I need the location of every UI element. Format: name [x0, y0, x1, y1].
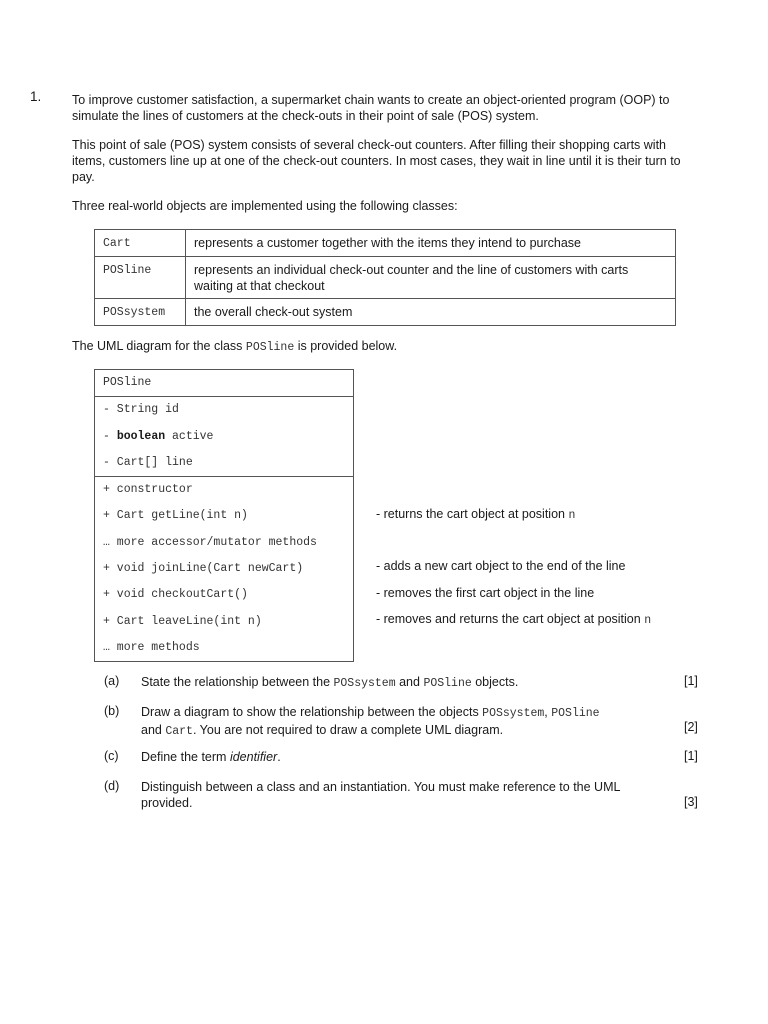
annotation-get-line — [376, 507, 575, 522]
code-run: POSline — [423, 677, 472, 690]
class-name-cell: POSline — [95, 257, 186, 299]
code-run: POSline — [551, 707, 600, 720]
uml-class-name: POSline — [103, 376, 152, 389]
uml-attr-name: active — [165, 429, 214, 443]
text-run: . — [277, 750, 281, 764]
annotation-text: - removes and returns the cart object at position — [376, 612, 645, 626]
part-text — [141, 749, 621, 765]
uml-intro-text: The UML diagram for the class — [72, 339, 246, 353]
part-label: (c) — [104, 749, 119, 763]
code-run: POSsystem — [333, 677, 396, 690]
uml-attribute-active — [95, 424, 353, 450]
text-run: Define the term — [141, 750, 230, 764]
uml-method: + Cart leaveLine(int n) — [103, 614, 262, 628]
annotation-code: n — [568, 509, 576, 522]
uml-attribute-line: - Cart[] line — [103, 455, 193, 469]
annotation-leave-line — [376, 612, 651, 627]
uml-method: + constructor — [103, 483, 193, 497]
part-text — [141, 674, 621, 692]
question-number: 1. — [30, 89, 42, 104]
part-label: (d) — [104, 779, 120, 793]
italic-term: identifier — [229, 750, 278, 764]
text-run: Draw a diagram to show the relationship between the objects — [141, 705, 483, 719]
uml-attr-type: boolean — [116, 429, 166, 443]
class-description-cell: represents a customer together with the items they intend to purchase — [186, 230, 676, 257]
uml-class-name-section — [95, 370, 353, 397]
class-description-cell: the overall check-out system — [186, 299, 676, 326]
table-row — [95, 230, 676, 257]
uml-method: … more accessor/mutator methods — [103, 535, 317, 549]
intro-paragraph: To improve customer satisfaction, a supermarket chain wants to create an object-oriented program (OOP) to simulate the lines of customers at the check-outs in their point of sale (POS) system. — [72, 93, 670, 123]
part-label: (b) — [104, 704, 120, 718]
part-marks: [1] — [684, 749, 698, 763]
text-run: . You are not required to draw a complete UML diagram. — [192, 723, 504, 737]
text-run: and — [141, 723, 166, 737]
code-run: POSsystem — [482, 707, 545, 720]
annotation-checkout-cart: - removes the first cart object in the line — [376, 586, 595, 600]
part-label: (a) — [104, 674, 120, 688]
table-row — [95, 299, 676, 326]
part-text — [141, 704, 621, 740]
classes-table — [94, 229, 676, 326]
class-name-cell: POSsystem — [95, 299, 186, 326]
code-run: Cart — [165, 725, 193, 738]
uml-methods-section — [95, 477, 353, 661]
table-row — [95, 257, 676, 299]
part-marks: [1] — [684, 674, 698, 688]
annotation-code: n — [644, 614, 652, 627]
uml-method: + void checkoutCart() — [103, 588, 248, 602]
uml-intro — [72, 338, 397, 356]
uml-method: + void joinLine(Cart newCart) — [103, 562, 304, 576]
text-run: and — [395, 675, 424, 689]
text-run: objects. — [471, 675, 519, 689]
uml-intro-code: POSline — [245, 341, 295, 354]
annotation-join-line: - adds a new cart object to the end of the line — [376, 559, 626, 573]
uml-attribute-id: - String id — [103, 403, 179, 417]
text-run: State the relationship between the — [141, 675, 334, 689]
annotation-text: - returns the cart object at position — [376, 507, 569, 521]
part-text: Distinguish between a class and an instantiation. You must make reference to the UML provided. — [141, 780, 620, 810]
class-name-cell: Cart — [95, 230, 186, 257]
uml-attributes-section — [95, 397, 353, 477]
part-marks: [2] — [684, 720, 698, 734]
class-description-cell: represents an individual check-out counter and the line of customers with carts waiting at that checkout — [186, 257, 676, 299]
uml-class-diagram — [94, 369, 354, 662]
part-marks: [3] — [684, 795, 698, 809]
classes-intro: Three real-world objects are implemented using the following classes: — [72, 199, 458, 213]
uml-attr-prefix: - — [103, 429, 117, 443]
uml-method: … more methods — [103, 640, 200, 654]
pos-description-paragraph: This point of sale (POS) system consists of several check-out counters. After filling their shopping carts with items, customers line up at one of the check-out counters. In most cases, they wait in line until it is their turn to pay. — [72, 138, 681, 184]
uml-intro-text-end: is provided below. — [294, 339, 398, 353]
uml-method: + Cart getLine(int n) — [103, 509, 248, 523]
text-run: , — [544, 705, 552, 719]
